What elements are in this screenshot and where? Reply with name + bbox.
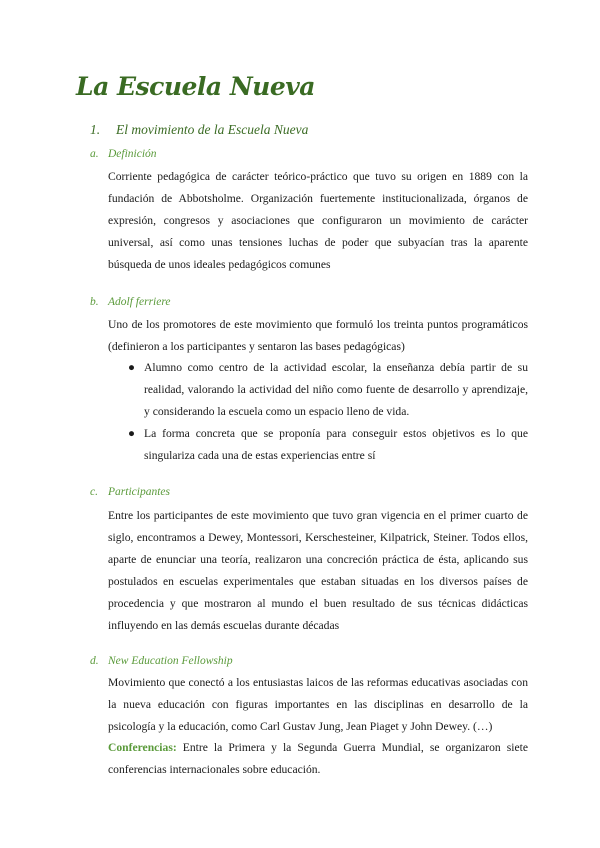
subsection-letter: c. [90, 486, 98, 498]
bullet-text: Alumno como centro de la actividad escolar, la enseñanza debía partir de su realidad, valorando la actividad del niño como fuente de desarrollo y aprendizaje, y considerando la escuela como un espacio lleno de vida. [144, 361, 528, 418]
subsection-title: New Education Fellowship [108, 655, 233, 667]
ferriere-paragraph: Uno de los promotores de este movimiento que formuló los treinta puntos programáticos (definieron a los participantes y sentaron las bases pedagógicas) [108, 318, 528, 353]
subsection-title: Definición [108, 148, 157, 160]
conferences-text: Entre la Primera y la Segunda Guerra Mundial, se organizaron siete conferencias internacionales sobre educación. [108, 741, 528, 776]
section-heading-1 [90, 122, 308, 138]
subsection-heading-d [90, 655, 233, 667]
conferences-paragraph [108, 737, 528, 781]
list-item [108, 423, 528, 467]
subsection-letter: d. [90, 655, 99, 667]
bullet-icon: ● [128, 361, 136, 374]
bullet-icon: ● [128, 427, 136, 440]
subsection-letter: b. [90, 296, 99, 308]
nef-paragraph: Movimiento que conectó a los entusiastas laicos de las reformas educativas asociadas con la nueva educación con figuras importantes en las disciplinas en desarrollo de la psicología y la educación, como Carl Gustav Jung, Jean Piaget y John Dewey. (…) [108, 676, 528, 733]
list-item [108, 357, 528, 423]
conferences-label: Conferencias: [108, 741, 177, 754]
section-number: 1. [90, 122, 101, 137]
participants-paragraph: Entre los participantes de este movimiento que tuvo gran vigencia en el primer cuarto de siglo, encontramos a Dewey, Montessori, Kerschesteiner, Kilpatrick, Steiner. Todos ellos, aparte de enunciar una teoría, realizaron una concreción práctica de ésta, aplicando sus postulados en escuelas experimentales que estaban situadas en los diversos países de procedencia y que mostraron al mundo el buen resultado de sus técnicas didácticas influyendo en las demás escuelas durante décadas [108, 509, 528, 632]
ferriere-bullet-list [108, 357, 528, 467]
bullet-text: La forma concreta que se proponía para conseguir estos objetivos es lo que singulariza cada una de estas experiencias entre sí [144, 427, 528, 462]
subsection-heading-c [90, 486, 170, 498]
page-title: La Escuela Nueva [76, 72, 315, 101]
subsection-heading-b [90, 296, 171, 308]
subsection-title: Participantes [108, 486, 170, 498]
subsection-heading-a [90, 148, 157, 160]
subsection-title: Adolf ferriere [108, 296, 171, 308]
definition-paragraph: Corriente pedagógica de carácter teórico-práctico que tuvo su origen en 1889 con la fundación de Abbotsholme. Organización fuertemente institucionalizada, órganos de expresión, congresos y asociaciones que configuraron un movimiento de carácter universal, así como unas tensiones luchas de poder que subyacían tras la aparente búsqueda de unos ideales pedagógicos comunes [108, 170, 528, 271]
section-title: El movimiento de la Escuela Nueva [116, 122, 309, 137]
subsection-letter: a. [90, 148, 99, 160]
